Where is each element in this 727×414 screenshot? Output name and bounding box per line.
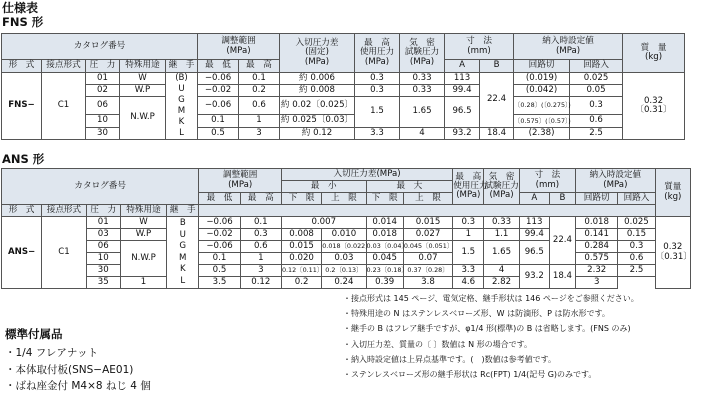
standard-item: ・本体取付板(SNS−AE01): [5, 363, 134, 376]
th-cutoff-pt: 回路切: [576, 193, 618, 205]
th-contact: 接点形式: [42, 60, 86, 73]
th-catalog: カタログ番号: [2, 169, 199, 205]
cell: 3: [240, 265, 281, 277]
cell: 0.008: [281, 229, 321, 241]
cell: 02: [86, 85, 120, 97]
cell: W: [120, 217, 166, 229]
th-form: 形 式: [2, 60, 42, 73]
cell: 0.018: [366, 229, 403, 241]
cell: −0.06: [199, 217, 240, 229]
cell: 0.33: [400, 73, 445, 85]
cell: 1: [120, 277, 166, 289]
cell: (2.38): [514, 128, 570, 140]
cell: 1: [239, 115, 280, 128]
ans-mass-alt: 〔0.31〕: [655, 251, 692, 262]
cell: 113: [519, 217, 549, 229]
fitting-code: L: [179, 128, 184, 138]
cell: 0.15: [618, 229, 655, 241]
cell: 96.5: [519, 241, 549, 265]
cell: 4: [484, 265, 519, 277]
th-press: 圧 力: [86, 60, 120, 73]
fitting-code: B: [179, 218, 186, 228]
standard-list: [5, 345, 151, 395]
cell: −0.02: [199, 229, 240, 241]
cell: 4: [400, 128, 445, 140]
cell: 0.575: [576, 253, 618, 265]
th-mass: 質量: [664, 182, 682, 193]
cell: 〔0.575〕(〔0.57〕): [514, 115, 570, 128]
notes: [343, 291, 725, 382]
cell: 約 0.008: [280, 85, 355, 97]
ans-model: ANS−: [2, 217, 42, 289]
standard-item: ・ばね座金付 M4×8 ねじ 4 個: [5, 380, 151, 392]
cell: 0.284: [576, 241, 618, 253]
note: ・入切圧力差、質量の〔 〕数値は N 形の場合です。: [343, 339, 532, 349]
cell: 0.045: [366, 253, 403, 265]
fitting-code: M: [179, 252, 187, 263]
th-lower: 下 限: [366, 193, 403, 205]
cell: 0.5: [198, 128, 239, 140]
cell: 0.3: [240, 229, 281, 241]
cell: 06: [86, 97, 120, 115]
cell: 0.3: [355, 85, 400, 97]
cell: 0.6: [240, 241, 281, 253]
cell: 0.1: [239, 73, 280, 85]
cell: 06: [86, 241, 120, 253]
cell: −0.02: [198, 85, 239, 97]
cell: 0.3: [355, 73, 400, 85]
cell: 0.24: [322, 277, 366, 289]
cell: 01: [86, 73, 120, 85]
th-dim: 寸 法: [466, 36, 492, 47]
cell: 0.025: [570, 73, 623, 85]
th-form: 形 式: [2, 205, 42, 217]
fitting-code: U: [179, 229, 186, 240]
th-maxp: 最 高: [364, 38, 390, 49]
standard-item: ・1/4 フレアナット: [5, 347, 99, 359]
cell: −0.06: [199, 241, 240, 253]
cell: 0.33: [400, 85, 445, 97]
cell: N.W.P: [120, 241, 166, 277]
cell: 113: [445, 73, 480, 85]
fitting-code: L: [180, 275, 186, 286]
cell: 0.03〔0.04〕: [366, 241, 403, 253]
cell: 0.37〔0.28〕: [403, 265, 452, 277]
cell: 0.015: [403, 217, 452, 229]
cell: 3: [239, 128, 280, 140]
th-fitting: 継 手: [167, 205, 199, 217]
th-contact: 接点形式: [42, 205, 86, 217]
fns-mass-alt: 〔0.31〕: [635, 105, 672, 115]
cell: −0.06: [198, 97, 239, 115]
th-test: 気 密: [409, 38, 435, 49]
cell: 2.82: [484, 277, 519, 289]
cell: 3.8: [403, 277, 452, 289]
cell: 約 0.02〔0.025〕: [280, 97, 355, 115]
cell: 0.015: [281, 241, 321, 253]
fitting-code: K: [178, 117, 185, 127]
cell: 1: [453, 229, 484, 241]
ans-contact: C1: [42, 217, 86, 289]
cell: 0.141: [576, 229, 618, 241]
cell: 1.65: [400, 97, 445, 128]
page-title: 仕様表: [2, 1, 39, 15]
cell: 3.3: [355, 128, 400, 140]
cell: 0.045〔0.051〕: [403, 241, 452, 253]
th-dim: 寸 法: [534, 170, 561, 181]
note: ・継手の B はフレア継手ですが、φ1/4 形(標準)の B は省略します。(FNS のみ): [343, 324, 631, 334]
fitting-code: U: [178, 84, 185, 94]
th-max: 最 高: [240, 193, 281, 205]
th-lower: 下 限: [281, 193, 321, 205]
cell: 0.018: [576, 217, 618, 229]
fitting-code: K: [179, 264, 186, 274]
cell: W.P: [120, 229, 166, 241]
cell: 10: [86, 253, 120, 265]
note: ・納入時設定値は上昇点基準です。( )数値は参考値です。: [343, 354, 556, 364]
cell: 30: [86, 265, 120, 277]
cell: 99.4: [445, 85, 480, 97]
cell: 93.2: [519, 265, 549, 289]
ans-title: ANS 形: [2, 152, 45, 166]
cell: 2.5: [618, 265, 655, 277]
th-maxp: 最 高: [455, 171, 482, 182]
cell: 30: [86, 128, 120, 140]
cell: 0.05: [570, 85, 623, 97]
cell: 0.12: [240, 277, 281, 289]
cell: 0.3: [618, 241, 655, 253]
th-a: A: [519, 193, 549, 205]
cell: 18.4: [549, 265, 575, 289]
th-special: 特殊用途: [120, 60, 166, 73]
cell: 0.07: [403, 253, 452, 265]
cell: 0.020: [281, 253, 321, 265]
th-mass: 質 量: [640, 42, 667, 53]
th-cutoff-pt: 回路切: [514, 60, 570, 73]
cell: 0.6: [570, 115, 623, 128]
th-test: 気 密: [488, 171, 515, 182]
th-small: 最 小: [281, 181, 366, 193]
th-cutoff: 入切圧力差: [295, 38, 339, 49]
fns-spec-table: カタログ番号 調整範囲 (MPa) 入切圧力差 (固定) (MPa) 最 高 使用圧力 (MPa) 気 密 試験圧力 (MPa) 寸 法 (mm) 納入時設定値 (MPa) 質 量 (kg) 形 式 接点形式 圧 力 特殊用途 継 手 最 低 最 高 A B 回路切 回路入 FNS− C1 01 W (B) U G M K L −0.06 0.1 約 0.006 0.3 0.33 113 22.4 (0.019) 0.025 0.32 〔0.31〕 02 W.P −0.02 0.2 約 0.008 0.3 0.33 99.4 (0.042) 0.05 06 N.W.P −0.06 0.6 約 0.02〔0.025〕 1.5 1.65 96.5 〔0.28〕(〔0.275〕) 0.3 10 0.1 1 約 0.025〔0.03〕 〔0.575〕(〔0.57〕) 0.6 30 0.5 3 約 0.12 3.3 4 93.2 18.4 (2.38) 2.5: [1, 33, 685, 140]
cell: 22.4: [480, 73, 514, 128]
fns-title: FNS 形: [2, 15, 44, 29]
th-range: 調整範囲: [222, 170, 258, 181]
cell: 0.3: [453, 217, 484, 229]
th-large: 最 大: [366, 181, 453, 193]
th-preset: 納入時設定値: [589, 170, 642, 181]
cell: 3.3: [453, 265, 484, 277]
note: ・特殊用途の N はステンレスベローズ形、W は防滴形、P は防水形です。: [343, 309, 610, 319]
cell: 0.5: [199, 265, 240, 277]
cell: 0.025: [618, 217, 655, 229]
th-upper: 上 限: [403, 193, 452, 205]
cell: 0.014: [366, 217, 403, 229]
fitting-code: M: [177, 106, 186, 116]
cell: 約 0.12: [280, 128, 355, 140]
fns-mass: 0.32: [643, 95, 664, 106]
cell: 1.5: [355, 97, 400, 128]
cell: 1.5: [453, 241, 484, 265]
ans-spec-table: カタログ番号 調整範囲 (MPa) 入切圧力差(MPa) 最 高 使用圧力 (MPa) 気 密 試験圧力 (MPa) 寸 法 (mm) 納入時設定値 (MPa) 質量 (kg) 最 小 最 大 最 低 最 高 下 限 上 限 下 限 上 限 A B 回路切 回路入 形 式 接点形式 圧 力 特殊用途 継 手 ANS− C1 01 W B U G M K L −0.06 0.1 0.007 0.014 0.015 0.3 0.33 113 22.4 0.018 0.025 0.32 〔0.31〕 03 W.P −0.02 0.3 0.008 0.010 0.018 0.027 1 1.1 99.4 0.141 0.15 06 N.W.P −0.06 0.6 0.015 0.018〔0.022〕 0.03〔0.04〕 0.045〔0.051〕 1.5 1.65 96.5 0.284 0.3 10 0.1 1 0.020 0.03 0.045 0.07 0.575 0.6 30 0.5 3 0.12〔0.11〕 0.2〔0.13〕 0.23〔0.18〕 0.37〔0.28〕 3.3 4 93.2 18.4 2.32 2.5 35 1 3.5 0.12 0.2 0.24 0.39 3.8 4.6 2.82 3: [1, 168, 691, 289]
cell: 0.1: [198, 115, 239, 128]
cell: 35: [86, 277, 120, 289]
cell: 0.027: [403, 229, 452, 241]
note: ・ステンレスベローズ形の継手形状は Rc(FPT) 1/4(記号 G)のみです。: [343, 370, 597, 380]
th-special: 特殊用途: [120, 205, 166, 217]
th-catalog: カタログ番号: [2, 34, 198, 60]
cell: 0.010: [322, 229, 366, 241]
th-fitting: 継 手: [166, 60, 198, 73]
cell: 03: [86, 229, 120, 241]
th-min: 最 低: [198, 60, 239, 73]
cell: 1.65: [484, 241, 519, 265]
cell: 99.4: [519, 229, 549, 241]
cell: −0.06: [198, 73, 239, 85]
standard-title: 標準付属品: [5, 327, 63, 341]
cell: 3: [576, 277, 618, 289]
th-on-pt: 回路入: [618, 193, 655, 205]
cell: 0.2: [281, 277, 321, 289]
cell: 22.4: [549, 217, 575, 265]
th-range: 調整範囲: [221, 36, 256, 47]
cell: 4.6: [453, 277, 484, 289]
cell: 0.03: [322, 253, 366, 265]
th-press: 圧 力: [86, 205, 120, 217]
cell: (0.042): [514, 85, 570, 97]
cell: 〔0.28〕(〔0.275〕): [514, 97, 570, 115]
fns-model: FNS−: [2, 73, 42, 140]
note: ・接点形式は 145 ページ、電気定格、継手形状は 146 ページをご参照ください。: [343, 294, 639, 303]
cell: 0.39: [366, 277, 403, 289]
cell: 0.12〔0.11〕: [281, 265, 321, 277]
cell: 0.2〔0.13〕: [322, 265, 366, 277]
cell: 0.018〔0.022〕: [322, 241, 366, 253]
fitting-code: G: [179, 241, 187, 251]
cell: 0.3: [570, 97, 623, 115]
cell: 2.32: [576, 265, 618, 277]
th-max: 最 高: [239, 60, 280, 73]
cell: 2.5: [570, 128, 623, 140]
fitting-code: G: [178, 95, 185, 105]
cell: 0.6: [239, 97, 280, 115]
cell: 01: [86, 217, 120, 229]
th-a: A: [445, 60, 480, 73]
cell: 96.5: [445, 97, 480, 128]
th-b: B: [480, 60, 514, 73]
fitting-code: (B): [175, 73, 188, 83]
cell: 0.007: [281, 217, 366, 229]
cell: 0.2: [239, 85, 280, 97]
th-preset: 納入時設定値: [542, 36, 594, 47]
cell: 1.1: [484, 229, 519, 241]
cell: 0.6: [618, 253, 655, 265]
cell: 0.23〔0.18〕: [366, 265, 403, 277]
cell: 10: [86, 115, 120, 128]
cell: 1: [240, 253, 281, 265]
cell: 約 0.006: [280, 73, 355, 85]
th-upper: 上 限: [322, 193, 366, 205]
cell: 0.33: [484, 217, 519, 229]
fns-contact: C1: [42, 73, 86, 140]
cell: 93.2: [445, 128, 480, 140]
th-b: B: [549, 193, 575, 205]
cell: 3.5: [199, 277, 240, 289]
cell: W.P: [120, 85, 166, 97]
ans-mass: 0.32: [663, 242, 683, 253]
cell: 約 0.025〔0.03〕: [280, 115, 355, 128]
cell: 18.4: [480, 128, 514, 140]
cell: 0.1: [199, 253, 240, 265]
th-cutoff: 入切圧力差(MPa): [281, 169, 452, 181]
cell: 0.1: [240, 217, 281, 229]
cell: (0.019): [514, 73, 570, 85]
cell: W: [120, 73, 166, 85]
th-on-pt: 回路入: [570, 60, 623, 73]
cell: N.W.P: [120, 97, 166, 140]
th-min: 最 低: [199, 193, 240, 205]
